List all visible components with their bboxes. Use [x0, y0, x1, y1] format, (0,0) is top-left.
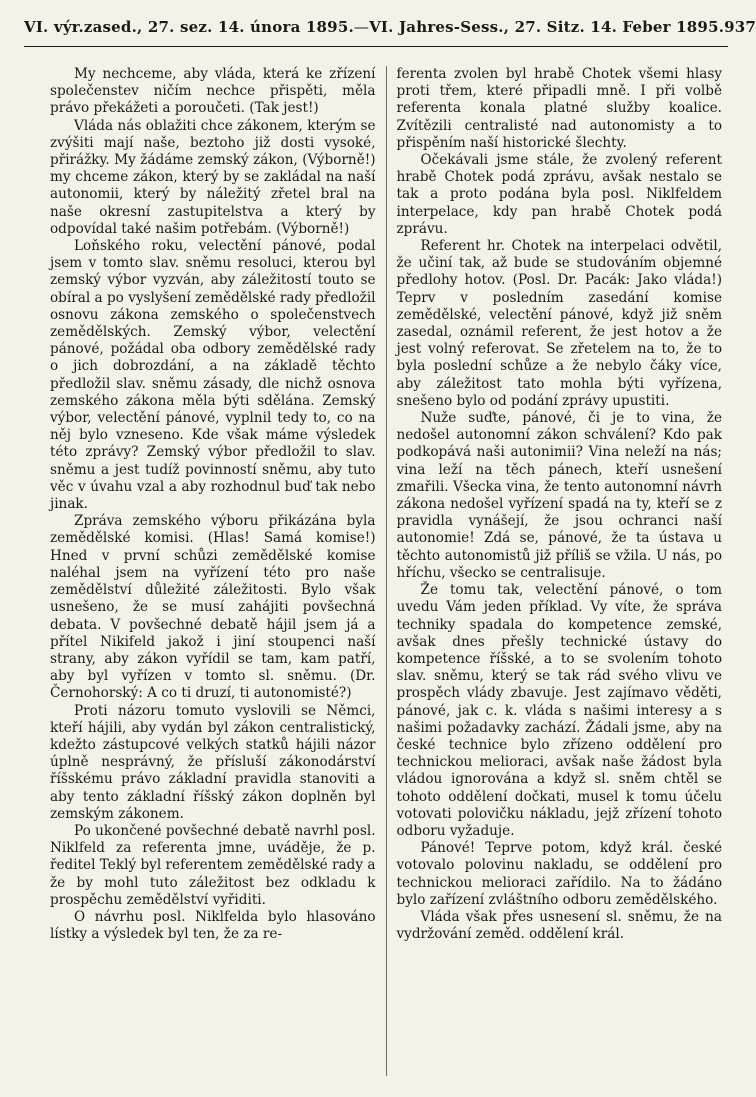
- column-divider: [386, 66, 387, 1076]
- paragraph: Pánové! Teprve potom, když král. české votovalo polovinu nakladu, se oddělení pro technickou melioraci zařídilo. Na to žádáno bylo zařízení zvláštního odboru zemědělského.: [396, 840, 723, 908]
- text-columns: [50, 66, 722, 1076]
- paragraph: Proti názoru tomuto vyslovili se Němci, kteří hájili, aby vydán byl zákon centralistický, kdežto zástupcové velkých statků hájili názor úplně nesprávný, že přísluší zákonodárství říšskému právo základní pravidla stanoviti a aby tento základní říšský zákon doplněn byl zemským zákonem.: [50, 702, 376, 822]
- paragraph: O návrhu posl. Niklfelda bylo hlasováno lístky a výsledek byl ten, že za re-: [50, 908, 376, 943]
- paragraph: Nuže suďte, pánové, či je to vina, že nedošel autonomní zákon schválení? Kdo pak podkopává naši autonimii? Vina neleží na nás; vina leží na těch pánech, kteří usnešení zmařili. Všecka vina, že tento autonomní návrh zákona nedošel vyřízení spadá na ty, kteří se z pravidla vynášejí, že jsou ochranci naší autonomie! Zdá se, pánové, že ta ústava u těchto autonomistů již příliš se vžila. U nás, po hříchu, všecko se centralisuje.: [396, 410, 723, 581]
- paragraph: Vláda však přes usnesení sl. sněmu, že na vydržování zeměd. oddělení král.: [396, 908, 723, 943]
- header-rule: [24, 46, 728, 47]
- paragraph: Vláda nás oblažiti chce zákonem, kterým se zvýšiti mají naše, beztoho již dosti vysoké, přirážky. My žádáme zemský zákon, (Výborně!) my chceme zákon, který by se zakládal na naší autonomii, který by náležitý zřetel bral na naše okresní zastupitelstva a který by odpovídal také našim potřebám. (Výborně!): [50, 117, 376, 237]
- header-german: VI. Jahres-Sess., 27. Sitz. 14. Feber 1895.: [369, 18, 725, 36]
- right-column: [397, 66, 723, 1076]
- paragraph: Zpráva zemského výboru přikázána byla zemědělské komisi. (Hlas! Samá komise!) Hned v první schůzi zemědělské komise naléhal jsem na vyřízení této pro naše zemědělství důležité záležitosti. Bylo však usnešeno, že se musí zahájiti povšechná debata. V povšechné debatě hájil jsem já a přítel Nikifeld jakož i jiní stoupenci naší strany, aby zákon vyřídil se tam, kam patří, aby byl vyřízen v tomto sl. sněmu. (Dr. Černohorský: A co ti druzí, ti autonomisté?): [50, 513, 376, 702]
- page-number: 937: [724, 18, 756, 36]
- left-column: [50, 66, 376, 1076]
- page-header: [24, 10, 756, 44]
- paragraph: Loňského roku, velectění pánové, podal jsem v tomto slav. sněmu resoluci, kterou byl zemský výbor vyzván, aby záležitostí touto se obíral a po vyslyšení zemědělské rady předložil osnovu zákona zemského o společenstvech zemědělských. Zemský výbor, velectění pánové, požádal oba odbory zemědělské rady o jich dobrozdání, a na základě těchto předložil slav. sněmu zásady, dle nichž osnova zemského zákona měla býti sdělána. Zemský výbor, velectění pánové, vyplnil tedy to, co na něj bylo vzneseno. Kde však máme výsledek této zprávy? Zemský výbor předložil to slav. sněmu a jest tudíž povinností sněmu, aby tuto věc v úvahu vzal a aby rozhodnul buď tak nebo jinak.: [50, 238, 376, 513]
- paragraph: Referent hr. Chotek na interpelaci odvětil, že učiní tak, až bude se studováním objemné předlohy hotov. (Posl. Dr. Pacák: Jako vláda!) Teprv v posledním zasedání komise zemědělské, velectění pánové, když již sněm zasedal, oznámil referent, že jest hotov a že jest volný referovat. Se zřetelem na to, že to byla poslední schůze a že nebylo čáky více, aby záležitost tato mohla býti vyřízena, snešeno bylo od podání zprávy upustiti.: [396, 238, 723, 409]
- paragraph: Po ukončené povšechné debatě navrhl posl. Niklfeld za referenta jmne, uváděje, že p. ředitel Teklý byl referentem zemědělské rady a že by mohl tuto záležitost bez odkladu k prospěchu zemědělství vyřiditi.: [50, 822, 376, 908]
- paragraph: Že tomu tak, velectění pánové, o tom uvedu Vám jeden příklad. Vy víte, že správa techniky spadala do kompetence zemské, avšak dnes přešly technické ústavy do kompetence říšské, a to se svolením tohoto slav. sněmu, který se tak rád svého vlivu ve prospěch vlády zbavuje. Jest zajímavo věděti, pánové, jak c. k. vláda s našimi interesy a s našimi požadavky zachází. Žádali jsme, aby na české technice bylo zřízeno oddělení pro technickou melioraci, avšak naše žádost byla vládou ignorována a když sl. sněm chtěl se tohoto oddělení dočkati, musel k tomu účelu votovati polovičku nákladu, jejž zřízení tohoto odboru vyžaduje.: [396, 582, 723, 839]
- paragraph: Očekávali jsme stále, že zvolený referent hrabě Chotek podá zprávu, avšak nestalo se tak a proto podána byla posl. Niklfeldem interpelace, kdy pan hrabě Chotek podá zprávu.: [396, 152, 723, 237]
- paragraph: ferenta zvolen byl hrabě Chotek všemi hlasy proti třem, které připadli mně. I při volbě referenta konala platné služby koalice. Zvítězili centralisté nad autonomisty a to přispěním naší historické šlechty.: [396, 66, 723, 151]
- paragraph: My nechceme, aby vláda, která ke zřízení společenstev ničím nechce přispěti, měla právo překážeti a poroučeti. (Tak jest!): [50, 66, 376, 117]
- header-czech: VI. výr.zased., 27. sez. 14. února 1895.: [24, 18, 354, 36]
- header-separator: —: [353, 18, 370, 36]
